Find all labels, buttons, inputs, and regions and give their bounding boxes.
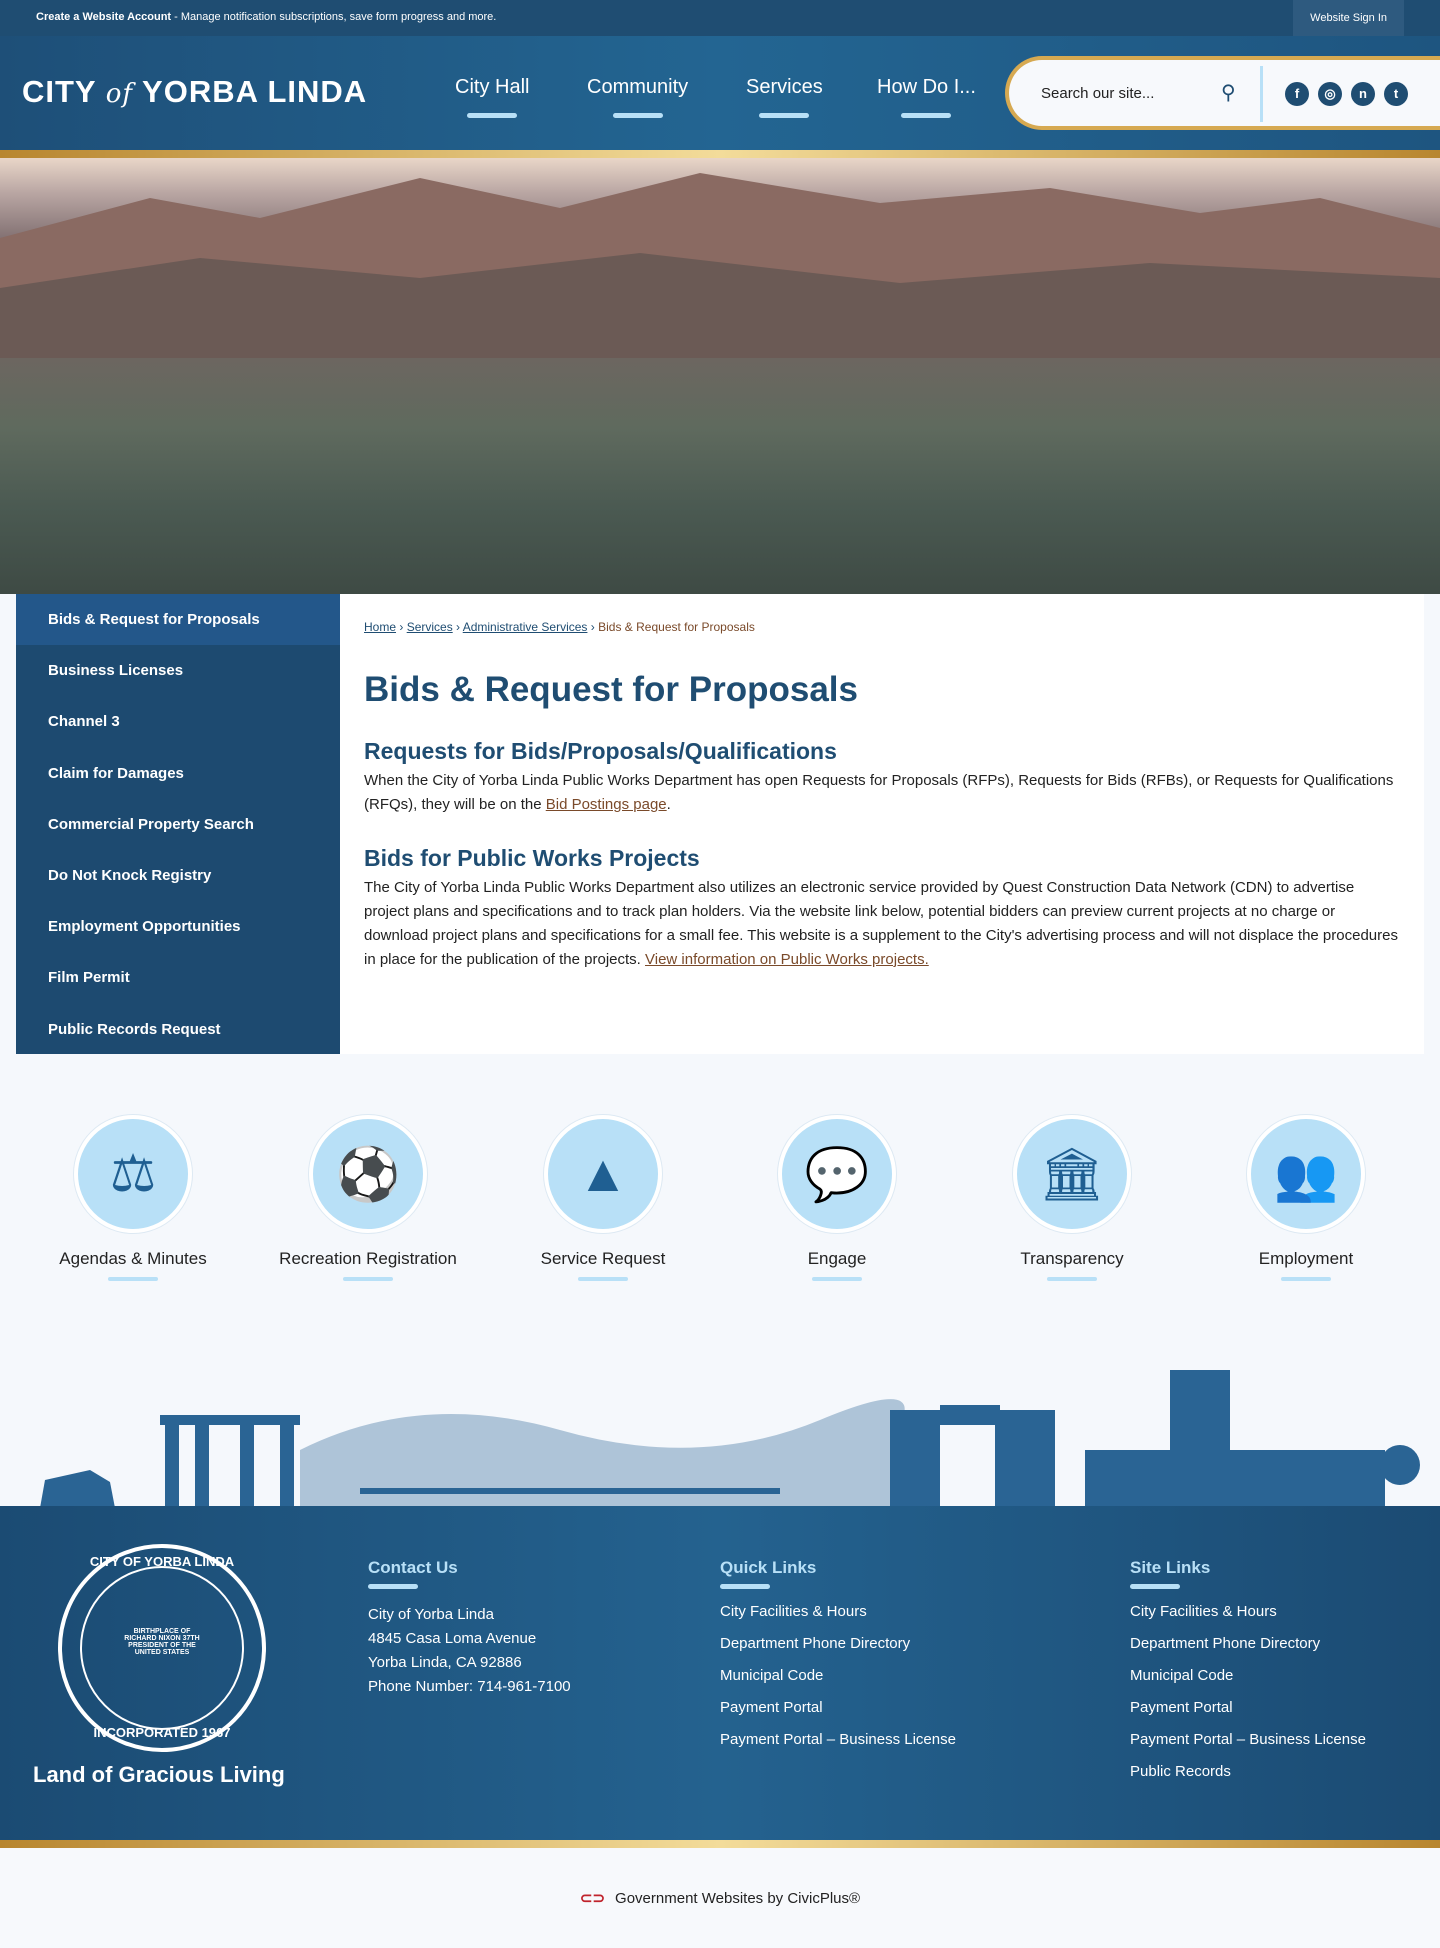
nav-label: City Hall (455, 76, 530, 98)
quick-links-heading: Quick Links (720, 1558, 817, 1577)
section-sidebar (16, 594, 340, 1054)
twitter-icon[interactable]: t (1384, 82, 1408, 106)
contact-address: 4845 Casa Loma Avenue (368, 1630, 537, 1647)
quicklink-service-request[interactable] (498, 1115, 708, 1281)
building-columns-icon: 🏛 (1013, 1115, 1131, 1233)
page-title: Bids & Request for Proposals (364, 670, 858, 709)
contact-city: Yorba Linda, CA 92886 (368, 1654, 522, 1671)
top-bar (0, 0, 1440, 36)
hero-image (0, 158, 1440, 594)
footer-link[interactable]: Department Phone Directory (720, 1635, 911, 1652)
quicklink-transparency[interactable] (967, 1115, 1177, 1281)
footer-link[interactable]: Municipal Code (720, 1667, 824, 1684)
gold-stripe (0, 1840, 1440, 1848)
logo-name: YORBA LINDA (142, 74, 368, 109)
breadcrumb-admin-services[interactable]: Administrative Services (462, 620, 588, 634)
instagram-icon[interactable]: ◎ (1318, 82, 1342, 106)
phone-chat-icon: 💬 (778, 1115, 896, 1233)
traffic-cone-icon: ▲ (544, 1115, 662, 1233)
logo-city: CITY (22, 74, 97, 109)
quicklink-label: Employment (1258, 1249, 1354, 1268)
civicplus-credit[interactable] (0, 1889, 1440, 1907)
seal-text-center: BIRTHPLACE OF RICHARD NIXON 37TH PRESIDENT OF THE UNITED STATES (124, 1628, 200, 1656)
footer-quick-links (720, 1558, 956, 1763)
main-content (340, 594, 1424, 1054)
quicklink-label: Agendas & Minutes (59, 1249, 207, 1268)
search-box (1005, 56, 1440, 130)
quicklink-label: Recreation Registration (279, 1249, 457, 1268)
footer-link[interactable]: City Facilities & Hours (1130, 1603, 1277, 1620)
create-account-link[interactable]: Create a Website Account (36, 11, 172, 23)
sidebar-item-commercial-property[interactable]: Commercial Property Search (48, 815, 254, 833)
city-logo[interactable] (22, 74, 367, 110)
footer-link[interactable]: Payment Portal – Business License (720, 1731, 956, 1748)
website-sign-in-button[interactable]: Website Sign In (1293, 0, 1404, 36)
divider (1260, 66, 1263, 122)
gold-stripe (0, 150, 1440, 158)
breadcrumb-home[interactable]: Home (364, 620, 397, 634)
breadcrumb: Home › Services › Administrative Services › Bids & Request for Proposals (364, 620, 755, 634)
sidebar-item-public-records[interactable]: Public Records Request (48, 1020, 221, 1038)
people-search-icon: 👥 (1247, 1115, 1365, 1233)
section-text-public-works (364, 876, 1400, 972)
section-heading-public-works: Bids for Public Works Projects (364, 845, 700, 871)
breadcrumb-current: Bids & Request for Proposals (598, 620, 755, 634)
bottom-bar (0, 1848, 1440, 1948)
quicklink-engage[interactable] (732, 1115, 942, 1281)
quicklink-agendas[interactable] (28, 1115, 238, 1281)
footer-link[interactable]: Payment Portal – Business License (1130, 1731, 1366, 1748)
breadcrumb-services[interactable]: Services (406, 620, 453, 634)
footer-link[interactable]: Department Phone Directory (1130, 1635, 1321, 1652)
sidebar-item-business-licenses[interactable]: Business Licenses (48, 662, 184, 680)
nav-services[interactable] (746, 76, 823, 118)
paragraph-text: The City of Yorba Linda Public Works Department also utilizes an electronic service provided by Quest Construction Data Network (CDN) to advertise project plans and specifications and to track plan holders. Via the website link below, potential bidders can preview current projects at no charge or download project plans and specifications for a small fee. This website is a supplement to the City's advertising process and will not displace the procedures in place for the publication of the projects. (364, 879, 1398, 968)
credit-text: Government Websites by CivicPlus® (615, 1890, 861, 1907)
bid-postings-link[interactable]: Bid Postings page (545, 796, 667, 813)
sidebar-item-film-permit[interactable]: Film Permit (48, 969, 130, 987)
contact-phone[interactable]: Phone Number: 714-961-7100 (368, 1678, 571, 1695)
seal-text-bottom: INCORPORATED 1967 (93, 1725, 231, 1740)
sidebar-item-claim-for-damages[interactable]: Claim for Damages (48, 764, 184, 782)
city-skyline-graphic (0, 1370, 1440, 1508)
site-header (0, 36, 1440, 150)
footer-link[interactable]: Payment Portal (720, 1699, 823, 1716)
quicklink-recreation[interactable] (263, 1115, 473, 1281)
quicklink-label: Transparency (1020, 1249, 1124, 1268)
contact-name: City of Yorba Linda (368, 1606, 494, 1623)
sidebar-item-employment[interactable]: Employment Opportunities (48, 918, 241, 936)
logo-of: of (105, 79, 133, 109)
nav-label: Services (746, 76, 823, 98)
section-text-requests (364, 769, 1400, 817)
soccer-ball-icon: ⚽ (309, 1115, 427, 1233)
city-seal-logo (58, 1544, 266, 1752)
footer-site-links (1130, 1558, 1366, 1795)
search-icon[interactable]: ⚲ (1221, 82, 1236, 104)
civicplus-logo-icon: ⊂⊃ (579, 1890, 606, 1907)
search-input[interactable]: Search our site... (1041, 85, 1155, 102)
city-motto: Land of Gracious Living (33, 1762, 285, 1787)
nav-community[interactable] (587, 76, 688, 118)
account-message-text: - Manage notification subscriptions, save form progress and more. (171, 11, 497, 23)
nav-how-do-i[interactable] (877, 76, 976, 118)
footer-link[interactable]: Municipal Code (1130, 1667, 1234, 1684)
footer-contact (368, 1558, 571, 1699)
public-works-link[interactable]: View information on Public Works projects. (645, 951, 929, 968)
nextdoor-icon[interactable]: n (1351, 82, 1375, 106)
sidebar-item-do-not-knock[interactable]: Do Not Knock Registry (48, 866, 212, 884)
nav-label: Community (587, 76, 689, 98)
paragraph-end: . (666, 796, 671, 813)
quicklink-label: Service Request (540, 1249, 666, 1268)
section-heading-requests: Requests for Bids/Proposals/Qualifications (364, 738, 837, 764)
sidebar-item-bids[interactable]: Bids & Request for Proposals (16, 594, 340, 645)
mountains-graphic (0, 158, 1440, 358)
footer-link[interactable]: Public Records (1130, 1763, 1231, 1780)
footer-link[interactable]: City Facilities & Hours (720, 1603, 867, 1620)
site-footer (0, 1506, 1440, 1840)
site-links-heading: Site Links (1130, 1558, 1211, 1577)
quicklink-employment[interactable] (1201, 1115, 1411, 1281)
gavel-icon: ⚖ (74, 1115, 192, 1233)
nav-label: How Do I... (877, 76, 976, 98)
footer-link[interactable]: Payment Portal (1130, 1699, 1233, 1716)
quicklink-label: Engage (807, 1249, 867, 1268)
seal-text-top: CITY OF YORBA LINDA (89, 1554, 235, 1569)
account-message (36, 11, 496, 23)
contact-heading: Contact Us (368, 1558, 458, 1577)
paragraph-text: When the City of Yorba Linda Public Works Department has open Requests for Proposals (RFPs), Requests for Bids (RFBs), or Requests for Qualifications (RFQs), they will be on the (364, 772, 1394, 813)
sidebar-item-channel-3[interactable]: Channel 3 (48, 713, 120, 731)
facebook-icon[interactable]: f (1285, 82, 1309, 106)
nav-city-hall[interactable] (455, 76, 529, 118)
